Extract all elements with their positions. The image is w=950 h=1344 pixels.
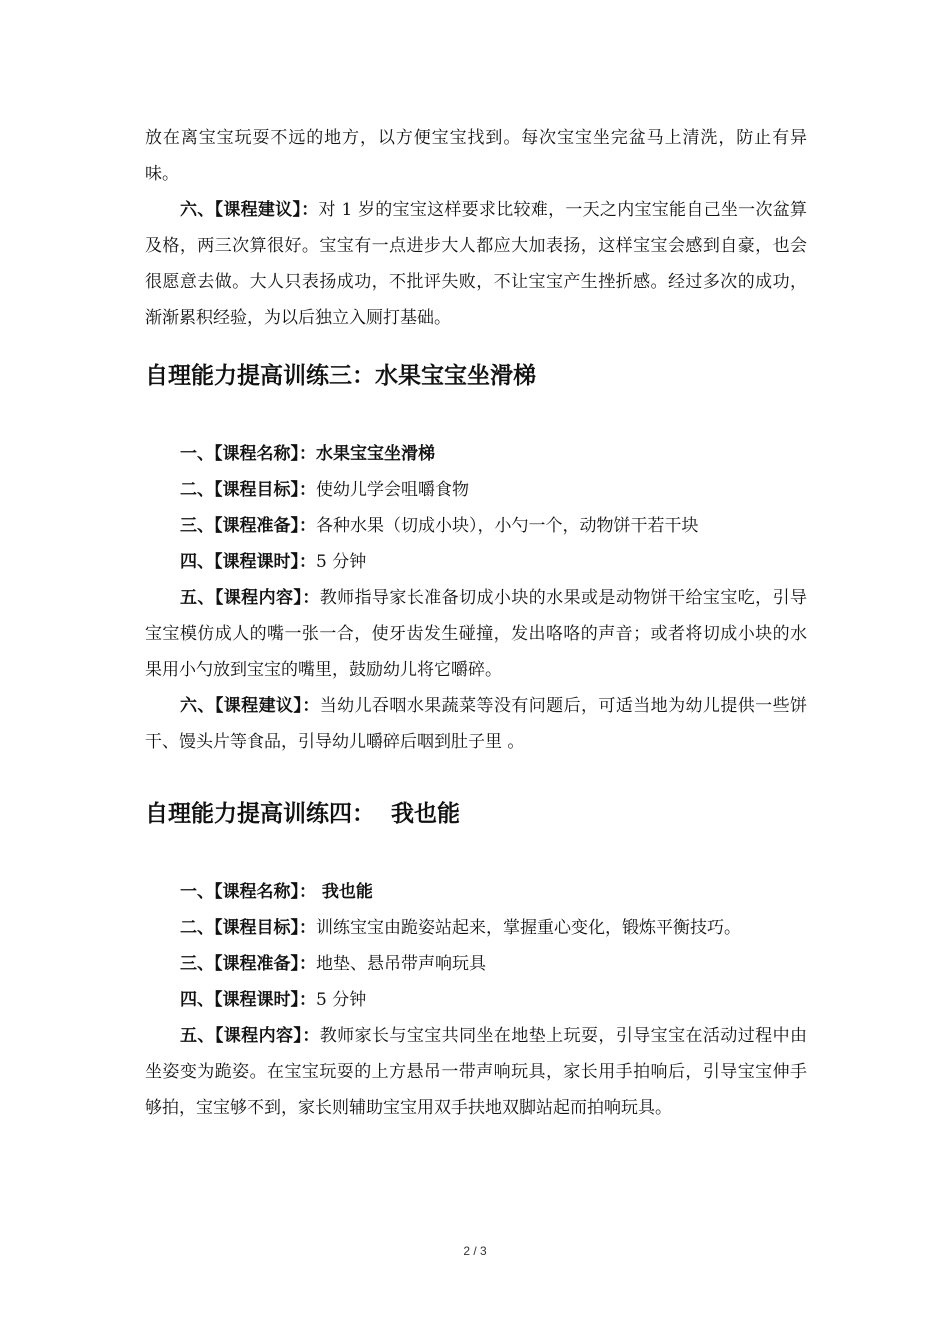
item-text: 使幼儿学会咀嚼食物 [316, 480, 469, 500]
item-label: 二、【课程目标】： [180, 918, 316, 938]
item-text: 当幼儿吞咽水果蔬菜等没有问题后，可适当地为幼儿提供一些饼干、馒头片等食品，引导幼儿嚼碎后咽到肚子里 。 [145, 696, 807, 752]
intro-suggestion-text: 对 1 岁的宝宝这样要求比较难，一天之内宝宝能自己坐一次盆算及格，两三次算很好。宝宝有一点进步大人都应大加表扬，这样宝宝会感到自豪，也会很愿意去做。大人只表扬成功，不批评失败，不让宝宝产生挫折感。经过多次的成功，渐渐累积经验，为以后独立入厕打基础。 [145, 200, 808, 328]
item-label: 一、【课程名称】： [180, 444, 316, 464]
item-label: 五、【课程内容】： [180, 1026, 320, 1046]
section-3-item-content [145, 580, 807, 688]
item-label: 四、【课程课时】： [180, 990, 316, 1010]
item-text: 各种水果（切成小块），小勺一个，动物饼干若干块 [316, 516, 699, 536]
section-3-item-suggestion [145, 688, 807, 760]
item-text: 教师家长与宝宝共同坐在地垫上玩耍，引导宝宝在活动过程中由坐姿变为跪姿。在宝宝玩耍的上方悬吊一带声响玩具，家长用手拍响后，引导宝宝伸手够拍，宝宝够不到，家长则辅助宝宝用双手扶地双脚站起而拍响玩具。 [145, 1026, 807, 1118]
section-3-item-name [145, 436, 807, 472]
section-3-item-duration [145, 544, 807, 580]
section-4-item-preparation [145, 946, 807, 982]
section-4-item-content [145, 1018, 807, 1126]
page-content [145, 120, 807, 1126]
item-label: 三、【课程准备】： [180, 516, 316, 536]
item-label: 四、【课程课时】： [180, 552, 316, 572]
item-text: 水果宝宝坐滑梯 [316, 444, 435, 464]
item-label: 三、【课程准备】： [180, 954, 316, 974]
page-number: 2 / 3 [463, 1244, 487, 1258]
section-3-title: 自理能力提高训练三：水果宝宝坐滑梯 [145, 363, 536, 389]
item-text: 教师指导家长准备切成小块的水果或是动物饼干给宝宝吃，引导宝宝模仿成人的嘴一张一合，使牙齿发生碰撞，发出咯咯的声音；或者将切成小块的水果用小勺放到宝宝的嘴里，鼓励幼儿将它嚼碎。 [145, 588, 807, 680]
item-text: 训练宝宝由跪姿站起来，掌握重心变化，锻炼平衡技巧。 [316, 918, 741, 938]
section-3-item-preparation [145, 508, 807, 544]
intro-suggestion-paragraph [145, 192, 807, 336]
intro-paragraph: 放在离宝宝玩耍不远的地方，以方便宝宝找到。每次宝宝坐完盆马上清洗，防止有异味。 [145, 128, 807, 184]
item-label: 二、【课程目标】： [180, 480, 316, 500]
item-label: 五、【课程内容】： [180, 588, 320, 608]
item-text: 5 分钟 [316, 990, 367, 1010]
intro-suggestion-label: 六、【课程建议】： [180, 200, 319, 220]
section-4-item-duration [145, 982, 807, 1018]
section-4-item-name [145, 874, 807, 910]
item-text: 地垫、悬吊带声响玩具 [316, 954, 486, 974]
item-label: 一、【课程名称】： [180, 882, 316, 902]
section-4-title: 自理能力提高训练四： 我也能 [145, 801, 461, 827]
section-4-item-goal [145, 910, 807, 946]
item-label: 六、【课程建议】： [180, 696, 320, 716]
item-text: 我也能 [316, 882, 373, 902]
item-text: 5 分钟 [316, 552, 367, 572]
section-3-item-goal [145, 472, 807, 508]
section-4-list [145, 874, 807, 1126]
section-3-list [145, 436, 807, 760]
